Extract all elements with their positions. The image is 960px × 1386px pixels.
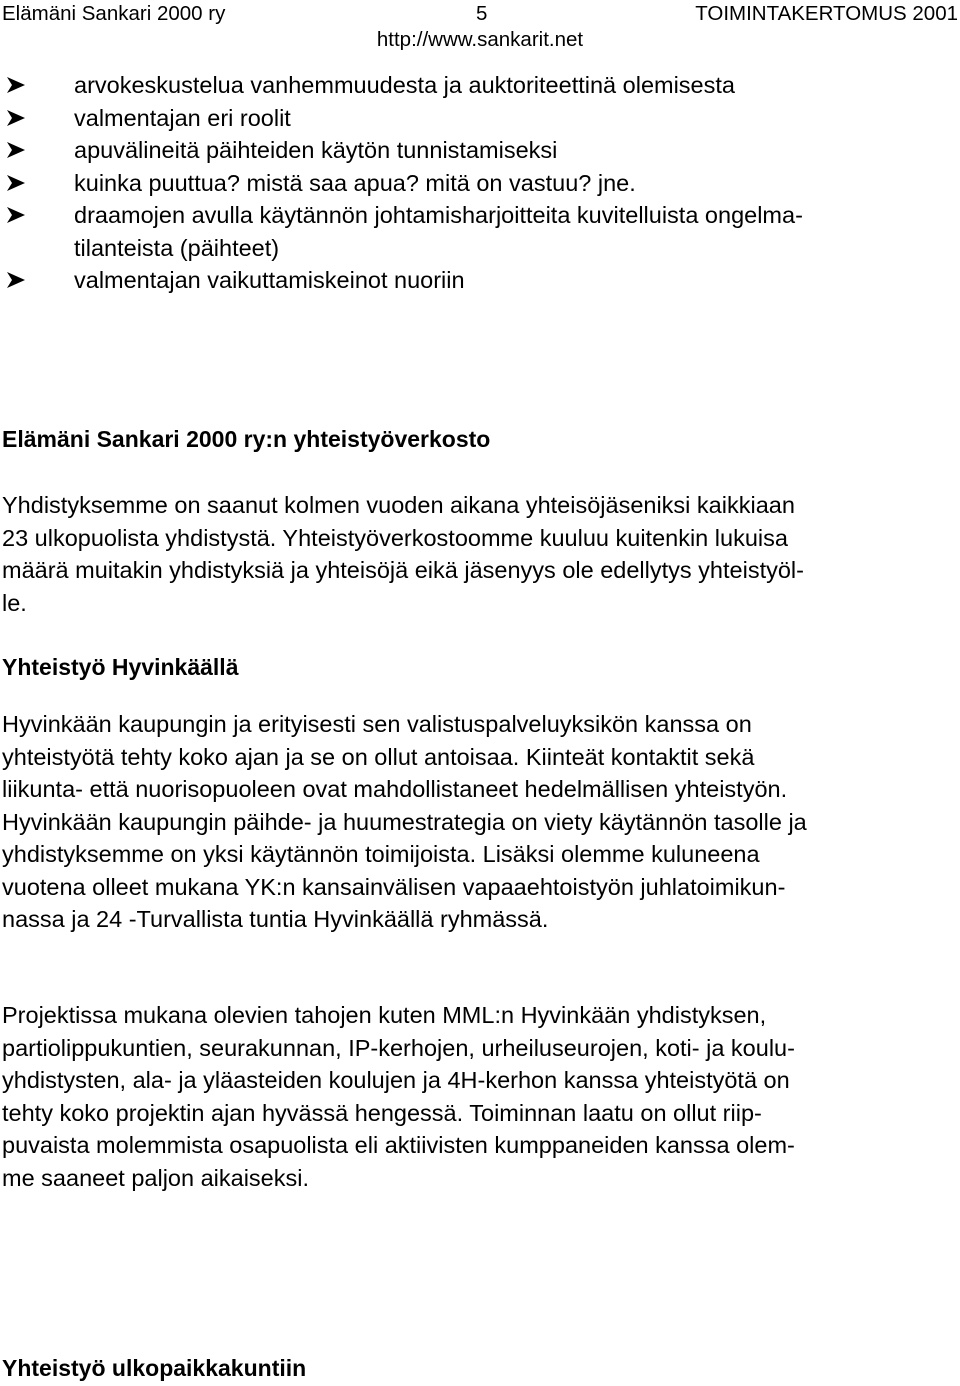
paragraph-line: liikunta- että nuorisopuoleen ovat mahdollistaneet hedelmällisen yhteistyön. bbox=[2, 776, 788, 802]
paragraph-line: puvaista molemmista osapuolista eli aktiivisten kumppaneiden kanssa olem- bbox=[2, 1132, 795, 1158]
list-item-text: valmentajan eri roolit bbox=[74, 104, 291, 131]
paragraph-line: le. bbox=[2, 589, 27, 616]
list-item bbox=[6, 167, 956, 200]
arrow-bullet-icon bbox=[6, 206, 26, 224]
training-topics-list bbox=[6, 69, 956, 297]
hyvinkaa-paragraph bbox=[2, 708, 958, 936]
list-item bbox=[6, 69, 956, 102]
list-item-text: arvokeskustelua vanhemmuudesta ja auktoriteettinä olemisesta bbox=[74, 72, 735, 98]
list-item-text: draamojen avulla käytännön johtamisharjoitteita kuvitelluista ongelma- bbox=[74, 202, 803, 228]
header-url: http://www.sankarit.net bbox=[376, 28, 584, 51]
section-heading-hyvinkaa: Yhteistyö Hyvinkäällä bbox=[2, 654, 239, 680]
list-item-text: valmentajan vaikuttamiskeinot nuoriin bbox=[74, 267, 465, 293]
paragraph-line: tehty koko projektin ajan hyvässä hengessä. Toiminnan laatu on ollut riip- bbox=[2, 1099, 762, 1126]
paragraph-line: Hyvinkään kaupungin päihde- ja huumestrategia on viety käytännön tasolle ja bbox=[2, 808, 807, 835]
header-document-title: TOIMINTAKERTOMUS 2001 bbox=[695, 2, 958, 25]
paragraph-line: Hyvinkään kaupungin ja erityisesti sen valistuspalveluyksikön kanssa on bbox=[2, 711, 752, 737]
section-heading-external: Yhteistyö ulkopaikkakuntiin bbox=[2, 1355, 307, 1381]
paragraph-line: nassa ja 24 -Turvallista tuntia Hyvinkäällä ryhmässä. bbox=[2, 906, 549, 932]
section-heading-network: Elämäni Sankari 2000 ry:n yhteistyöverkosto bbox=[2, 426, 491, 452]
page-header bbox=[0, 0, 960, 52]
list-item bbox=[6, 199, 956, 264]
arrow-bullet-icon bbox=[6, 76, 26, 94]
paragraph-line: 23 ulkopuolista yhdistystä. Yhteistyöverkostoomme kuuluu kuitenkin lukuisa bbox=[2, 524, 788, 551]
paragraph-line: yhdistysten, ala- ja yläasteiden koulujen ja 4H-kerhon kanssa yhteistyötä on bbox=[2, 1067, 790, 1093]
list-item bbox=[6, 264, 956, 297]
paragraph-line: vuotena olleet mukana YK:n kansainvälisen vapaaehtoistyön juhlatoimikun- bbox=[2, 873, 786, 900]
page-number: 5 bbox=[476, 2, 488, 25]
paragraph-line: yhdistyksemme on yksi käytännön toimijoista. Lisäksi olemme kuluneena bbox=[2, 841, 760, 867]
arrow-bullet-icon bbox=[6, 141, 26, 159]
header-org-name: Elämäni Sankari 2000 ry bbox=[2, 2, 226, 25]
list-item bbox=[6, 134, 956, 167]
paragraph-line: määrä muitakin yhdistyksiä ja yhteisöjä eikä jäsenyys ole edellytys yhteistyöl- bbox=[2, 557, 804, 583]
list-item-text: kuinka puuttua? mistä saa apua? mitä on vastuu? jne. bbox=[74, 169, 636, 196]
list-item-text: apuvälineitä päihteiden käytön tunnistamiseksi bbox=[74, 137, 558, 163]
list-item-text-continued: tilanteista (päihteet) bbox=[74, 234, 280, 261]
paragraph-line: Yhdistyksemme on saanut kolmen vuoden aikana yhteisöjäseniksi kaikkiaan bbox=[2, 492, 795, 518]
network-paragraph bbox=[2, 489, 958, 619]
arrow-bullet-icon bbox=[6, 174, 26, 192]
arrow-bullet-icon bbox=[6, 109, 26, 127]
list-item bbox=[6, 102, 956, 135]
project-paragraph bbox=[2, 999, 958, 1194]
paragraph-line: yhteistyötä tehty koko ajan ja se on ollut antoisaa. Kiinteät kontaktit sekä bbox=[2, 743, 755, 770]
paragraph-line: me saaneet paljon aikaiseksi. bbox=[2, 1164, 309, 1191]
arrow-bullet-icon bbox=[6, 271, 26, 289]
paragraph-line: partiolippukuntien, seurakunnan, IP-kerhojen, urheiluseurojen, koti- ja koulu- bbox=[2, 1034, 795, 1061]
paragraph-line: Projektissa mukana olevien tahojen kuten MML:n Hyvinkään yhdistyksen, bbox=[2, 1002, 767, 1028]
